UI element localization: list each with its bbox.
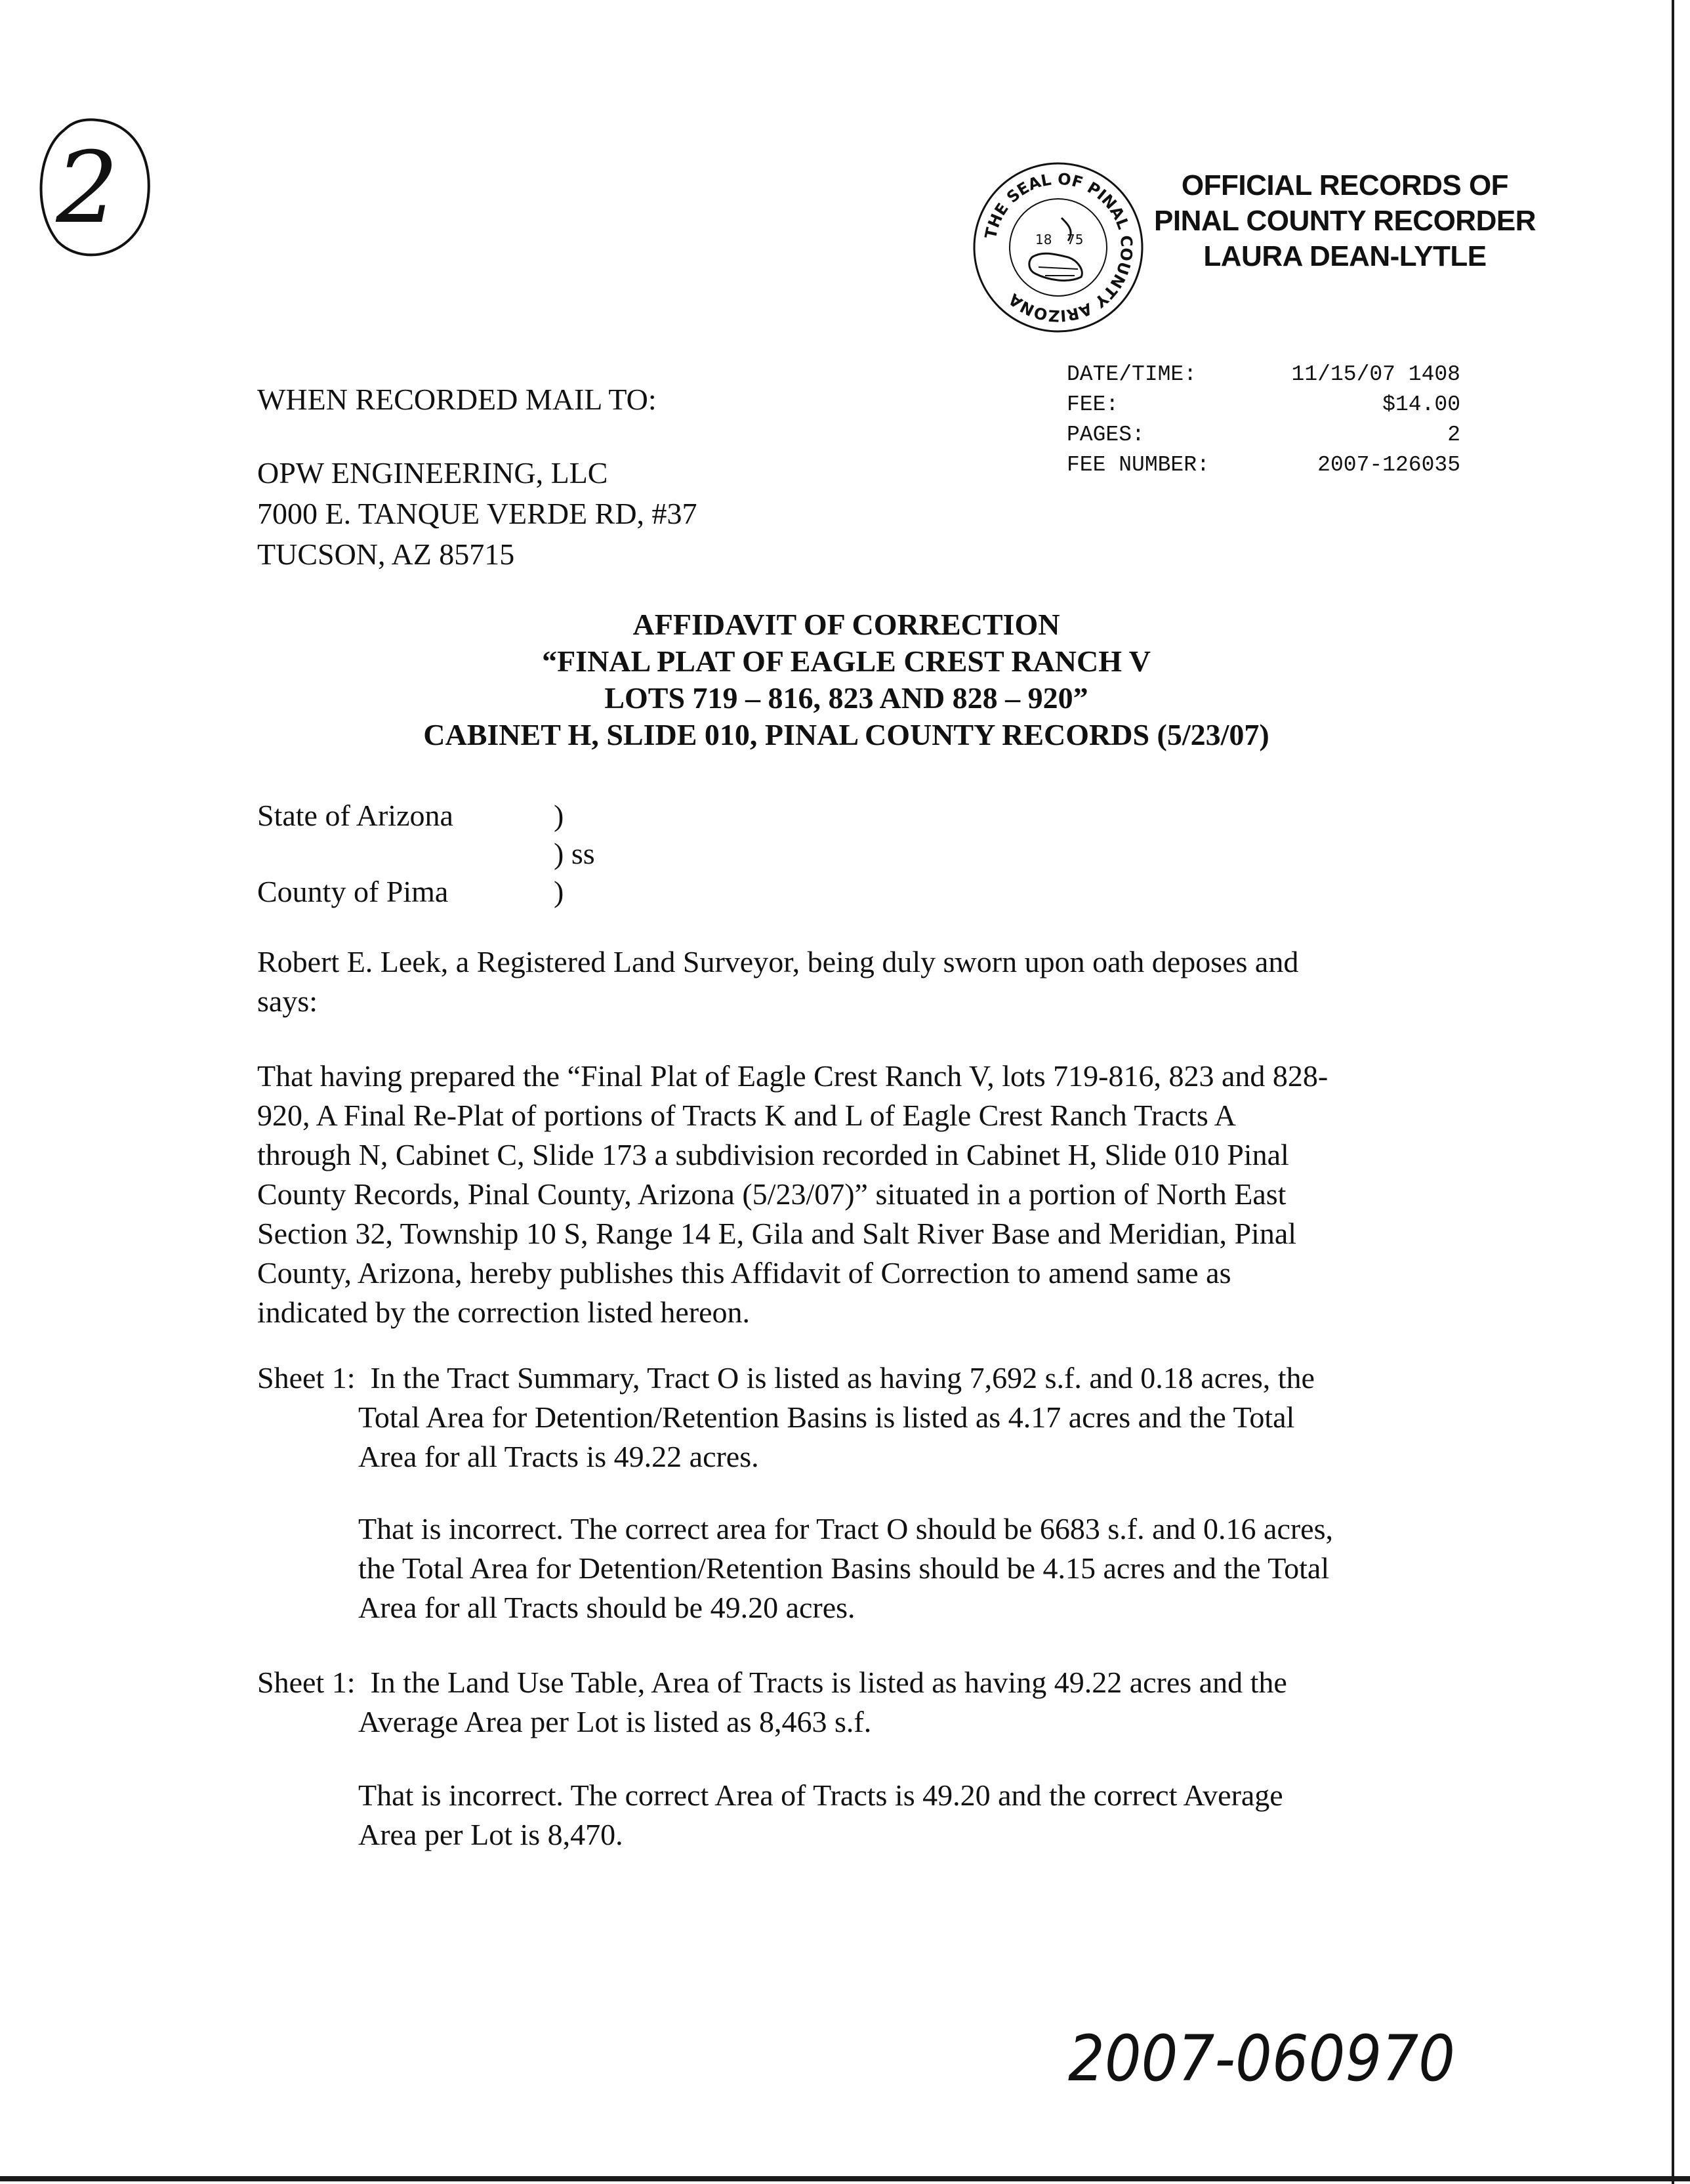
recorder-header [1135,168,1555,274]
document-title [328,606,1365,753]
pages-label: PAGES: [1067,423,1145,447]
fee-value: $14.00 [1382,392,1460,417]
scan-edge-bottom [0,2176,1690,2181]
handwritten-circled-number [25,110,156,268]
recorder-line-2: PINAL COUNTY RECORDER [1154,205,1536,237]
scan-edge-right [1672,0,1674,2184]
correction-fix-line: Area per Lot is 8,470. [358,1818,623,1851]
correction-fix-line: That is incorrect. The correct area for Tract O should be 6683 s.f. and 0.16 acres, [358,1512,1333,1545]
body-line: indicated by the correction listed hereon. [257,1295,751,1329]
correction-line: Average Area per Lot is listed as 8,463 s.f. [358,1705,872,1738]
handwritten-recording-number [1061,2008,1468,2100]
title-line-2: “FINAL PLAT OF EAGLE CREST RANCH V [542,644,1151,678]
seal-ring-text: THE SEAL OF PINAL COUNTY ARIZONA [981,169,1136,326]
correction-line: Area for all Tracts is 49.22 acres. [358,1440,759,1473]
correction-2-continued [358,1702,1434,1742]
handwritten-number-text: 2007-060970 [1068,2022,1455,2095]
title-line-3: LOTS 719 – 816, 823 AND 828 – 920” [604,681,1088,715]
recording-row-fee [1067,390,1460,420]
venue-block [257,795,651,920]
fee-number-label: FEE NUMBER: [1067,453,1210,477]
mail-to-line-2: 7000 E. TANQUE VERDE RD, #37 [257,497,697,530]
correction-2-fix [358,1776,1434,1855]
correction-1-first-line: In the Tract Summary, Tract O is listed as having 7,692 s.f. and 0.18 acres, the [370,1361,1315,1395]
body-paragraph [257,1057,1425,1332]
recording-info [1067,360,1460,480]
correction-1-label [257,1358,1315,1398]
pinal-county-seal [970,159,1147,336]
venue-state: State of Arizona [257,799,453,832]
body-line: 920, A Final Re-Plat of portions of Tracts K and L of Eagle Crest Ranch Tracts A [257,1099,1236,1132]
svg-text:THE SEAL OF PINAL COUNTY ARIZO [981,170,1136,326]
date-time-value: 11/15/07 1408 [1291,362,1460,387]
body-line: County, Arizona, hereby publishes this Affidavit of Correction to amend same as [257,1256,1231,1290]
venue-paren-top: ) [554,799,564,832]
fee-number-value: 2007-126035 [1317,453,1460,477]
correction-2-first-line: In the Land Use Table, Area of Tracts is listed as having 49.22 acres and the [370,1666,1287,1699]
handwritten-mark-text: 2 [56,131,119,245]
pages-value: 2 [1447,423,1460,447]
body-line: That having prepared the “Final Plat of Eagle Crest Ranch V, lots 719-816, 823 and 828- [257,1059,1329,1093]
deponent-statement [257,942,1425,1021]
correction-line: Total Area for Detention/Retention Basins is listed as 4.17 acres and the Total [358,1400,1295,1434]
mail-to-address [257,453,697,575]
title-line-4: CABINET H, SLIDE 010, PINAL COUNTY RECORDS (5/23/07) [423,718,1269,751]
recording-row-pages [1067,420,1460,450]
mail-to-heading: WHEN RECORDED MAIL TO: [257,383,657,416]
deponent-line-1: Robert E. Leek, a Registered Land Surveyor, being duly sworn upon oath deposes and [257,945,1299,978]
correction-1-fix [358,1509,1434,1628]
venue-ss: ) ss [554,837,595,870]
venue-county: County of Pima [257,875,449,908]
recording-row-date-time [1067,360,1460,390]
correction-fix-line: That is incorrect. The correct Area of Tracts is 49.20 and the correct Average [358,1778,1283,1812]
correction-1-continued [358,1398,1434,1477]
correction-fix-line: the Total Area for Detention/Retention Basins should be 4.15 acres and the Total [358,1551,1330,1585]
fee-label: FEE: [1067,392,1119,417]
body-line: Section 32, Township 10 S, Range 14 E, Gila and Salt River Base and Meridian, Pinal [257,1217,1297,1250]
correction-2-label [257,1663,1287,1702]
recorder-line-1: OFFICIAL RECORDS OF [1181,169,1509,201]
sheet-label: Sheet 1: [257,1361,356,1395]
seal-year-left: 18 [1035,232,1052,247]
recording-row-fee-number [1067,450,1460,480]
title-line-1: AFFIDAVIT OF CORRECTION [632,608,1060,641]
seal-year-right: 75 [1067,232,1084,247]
body-line: County Records, Pinal County, Arizona (5/23/07)” situated in a portion of North East [257,1177,1287,1211]
recorder-line-3: LAURA DEAN-LYTLE [1203,240,1487,272]
body-line: through N, Cabinet C, Slide 173 a subdivision recorded in Cabinet H, Slide 010 Pinal [257,1138,1289,1171]
correction-fix-line: Area for all Tracts should be 49.20 acres. [358,1591,855,1624]
venue-paren-bottom: ) [554,875,564,908]
date-time-label: DATE/TIME: [1067,362,1197,387]
sheet-label: Sheet 1: [257,1666,356,1699]
mail-to-line-3: TUCSON, AZ 85715 [257,537,515,571]
deponent-line-2: says: [257,984,318,1018]
mail-to-line-1: OPW ENGINEERING, LLC [257,456,608,490]
